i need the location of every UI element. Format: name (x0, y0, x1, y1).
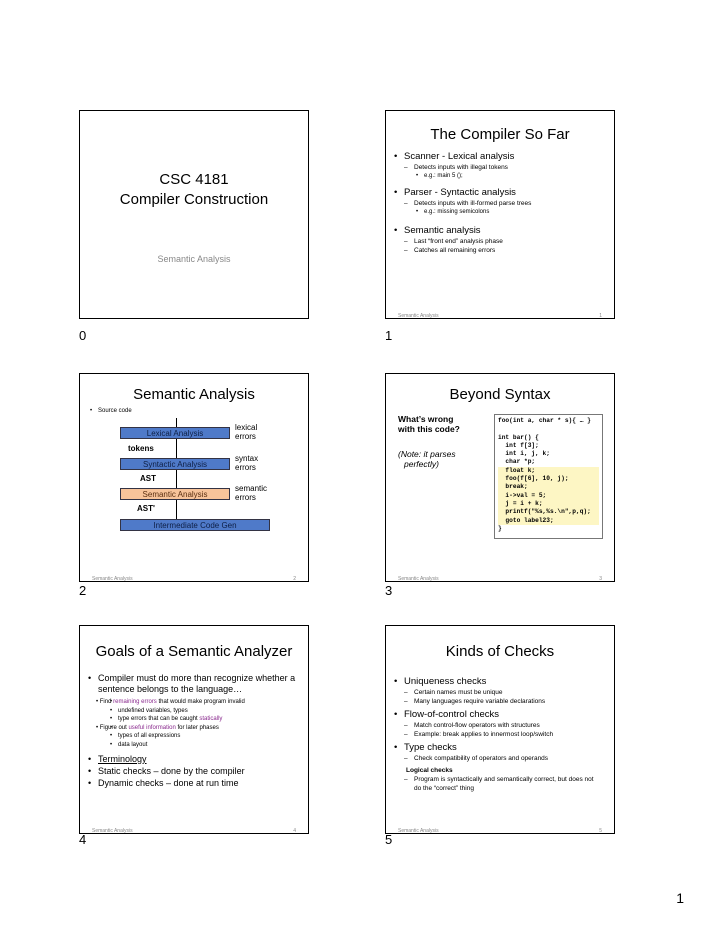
sub-bullet: – Program is syntactically and semantically correct, but does not do the “correct” thing (392, 775, 610, 793)
slide-title: Beyond Syntax (449, 386, 551, 403)
sub-bullet: – Detects inputs with illegal tokens (392, 163, 610, 172)
page-number: 1 (676, 890, 684, 906)
footer-page: 2 (293, 576, 296, 582)
slide-number-2: 2 (79, 583, 87, 598)
sub-sub-bullet: • types of all expressions (86, 732, 302, 741)
slide-title: Semantic Analysis (133, 386, 255, 403)
slide-number-4: 4 (79, 832, 87, 847)
code-line: printf("%s,%s.\n",p,q); (498, 508, 599, 516)
syntactic-analysis-box: Syntactic Analysis (120, 458, 230, 470)
slide-title-line-1: CSC 4181 (159, 171, 229, 188)
code-line (498, 425, 599, 433)
lexical-analysis-box: Lexical Analysis (120, 427, 230, 439)
semantic-analysis-box: Semantic Analysis (120, 488, 230, 500)
sub-bullet: – Detects inputs with ill-formed parse trees (392, 199, 610, 208)
intermediate-code-gen-box: Intermediate Code Gen (120, 519, 270, 531)
footer-label: Semantic Analysis (398, 828, 439, 834)
bullet: • Dynamic checks – done at run time (86, 778, 302, 789)
sub-bullet: – Certain names must be unique (392, 688, 610, 697)
slide-1 (385, 110, 615, 319)
ast-label: AST (140, 474, 156, 483)
slide-number-3: 3 (385, 583, 393, 598)
code-line: i->val = 5; (498, 492, 599, 500)
find-errors-line: • • Find remaining errors that would make program invalid (86, 698, 302, 707)
footer-label: Semantic Analysis (398, 313, 439, 319)
slide-number-5: 5 (385, 832, 393, 847)
code-box (494, 414, 603, 539)
semantic-errors-label: semantic errors (235, 484, 268, 502)
slide-title: Goals of a Semantic Analyzer (95, 643, 293, 660)
slide-0 (79, 110, 309, 319)
syntax-errors-label: syntax errors (235, 454, 259, 472)
slide-title: The Compiler So Far (430, 126, 570, 143)
bullet: • Scanner - Lexical analysis (392, 151, 610, 163)
lexical-errors-label: lexical errors (235, 423, 258, 441)
footer-page: 4 (293, 828, 296, 834)
bullet: • Type checks (392, 742, 610, 754)
code-line: goto label23; (498, 517, 599, 525)
sub-sub-bullet: • data layout (86, 741, 302, 750)
footer-label: Semantic Analysis (398, 576, 439, 582)
type-errors-line: • type errors that can be caught statically (86, 715, 302, 724)
logical-checks-title: Logical checks (406, 767, 453, 774)
sub-bullet: – Match control-flow operators with structures (392, 721, 610, 730)
slide-number-1: 1 (385, 328, 393, 343)
slide-title: Kinds of Checks (445, 643, 555, 660)
bullet: • Flow-of-control checks (392, 709, 610, 721)
footer-label: Semantic Analysis (92, 828, 133, 834)
bullet-list (86, 673, 302, 789)
bullet: • Compiler must do more than recognize whether a sentence belongs to the language… (86, 673, 302, 695)
code-line: int f[3]; (498, 441, 539, 449)
sub-sub-bullet: • undefined variables, types (86, 707, 302, 716)
sub-bullet: – Catches all remaining errors (392, 246, 610, 255)
footer-page: 1 (599, 313, 602, 319)
code-line: float k; (498, 467, 599, 475)
footer-page: 3 (599, 576, 602, 582)
code-line: break; (498, 483, 599, 491)
code-line: foo(int a, char * s){ … } (498, 417, 591, 424)
terminology-bullet: • Terminology (86, 754, 302, 765)
source-code-label: • Source code (79, 407, 132, 416)
bullet-list (392, 676, 610, 793)
code-line: char *p; (498, 458, 536, 466)
sub-bullet: – Many languages require variable declarations (392, 697, 610, 706)
footer-label: Semantic Analysis (92, 576, 133, 582)
footer-page: 5 (599, 828, 602, 834)
code-line: foo(f[6], 10, j); (498, 475, 599, 483)
bullet: • Parser - Syntactic analysis (392, 187, 610, 199)
slide-2 (79, 373, 309, 582)
question: What’s wrong with this code? (398, 414, 460, 434)
slide-3 (385, 373, 615, 582)
slide-number-0: 0 (79, 328, 87, 343)
figure-out-line: • • Figure out useful information for later phases (86, 724, 302, 733)
bullet: • Semantic analysis (392, 225, 610, 237)
slide-5 (385, 625, 615, 834)
slide-subtitle: Semantic Analysis (157, 254, 231, 264)
code-line: int bar() { (498, 433, 539, 441)
tokens-label: tokens (128, 444, 154, 453)
bullet-list (392, 151, 610, 255)
parse-note: (Note: it parses perfectly) (398, 449, 456, 469)
code-line: int i, j, k; (498, 450, 550, 458)
bullet: • Uniqueness checks (392, 676, 610, 688)
code-line: } (498, 524, 502, 532)
sub-bullet: – Last “front end” analysis phase (392, 237, 610, 246)
sub-bullet: – Check compatibility of operators and operands (392, 754, 610, 763)
code-line: j = i + k; (498, 500, 599, 508)
slide-title-line-2: Compiler Construction (119, 191, 269, 208)
sub-bullet: – Example: break applies to innermost loop/switch (392, 730, 610, 739)
sub-sub-bullet: • e.g.: main 5 (); (392, 172, 610, 181)
sub-sub-bullet: • e.g.: missing semicolons (392, 208, 610, 217)
bullet: • Static checks – done by the compiler (86, 766, 302, 777)
ast-prime-label: AST' (137, 504, 155, 513)
slide-4 (79, 625, 309, 834)
